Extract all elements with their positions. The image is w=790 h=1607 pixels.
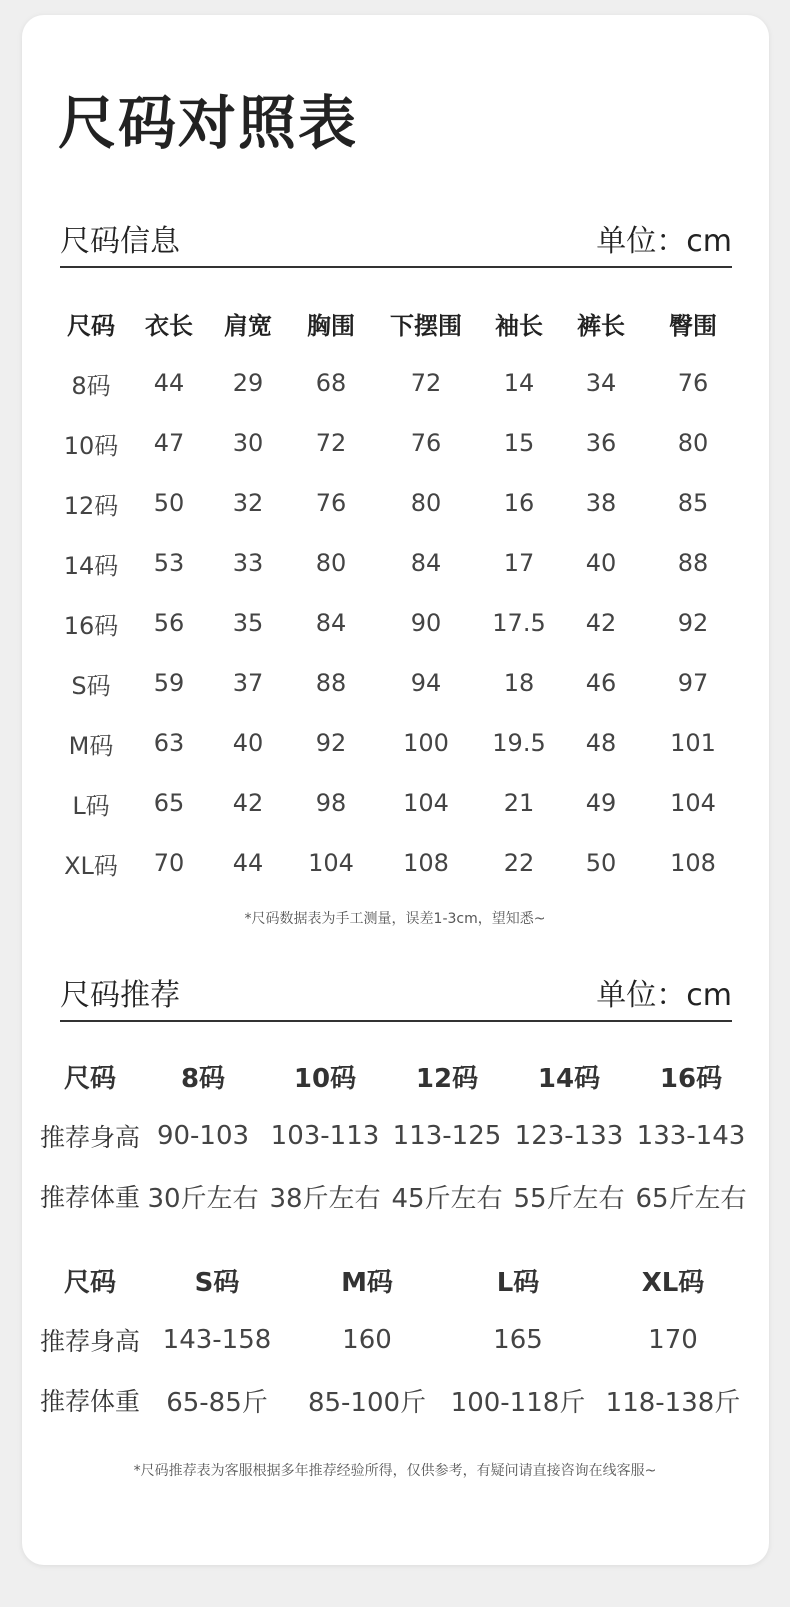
- column-header: 尺码: [63, 1267, 116, 1298]
- measurement-cell: 50: [585, 849, 617, 877]
- size-label-cell: 14码: [63, 551, 119, 580]
- measurement-cell: 53: [153, 549, 185, 577]
- recommend-note: *尺码推荐表为客服根据多年推荐经验所得，仅供参考，有疑问请直接咨询在线客服~: [133, 1463, 657, 1479]
- recommend-unit: 单位：cm: [596, 978, 732, 1013]
- value-cell: 118-138斤: [605, 1387, 741, 1418]
- value-cell: 55斤左右: [513, 1183, 625, 1214]
- value-cell: 170: [648, 1325, 698, 1355]
- column-header: 胸围: [307, 311, 355, 340]
- size-info-note: *尺码数据表为手工测量，误差1-3cm，望知悉~: [244, 911, 546, 927]
- measurement-cell: 42: [585, 609, 617, 637]
- row-label: 推荐身高: [39, 1327, 140, 1356]
- measurement-cell: 80: [677, 429, 709, 457]
- size-label-cell: L码: [72, 791, 110, 820]
- column-header: XL码: [641, 1267, 705, 1298]
- measurement-cell: 92: [677, 609, 709, 637]
- measurement-cell: 108: [403, 849, 449, 877]
- column-header: 10码: [293, 1063, 357, 1094]
- measurement-cell: 17.5: [492, 609, 546, 637]
- size-label-cell: 10码: [63, 431, 119, 460]
- measurement-cell: 63: [153, 729, 185, 757]
- measurement-cell: 46: [585, 669, 617, 697]
- column-header: 臀围: [669, 311, 717, 340]
- measurement-cell: 21: [503, 789, 535, 817]
- measurement-cell: 44: [153, 369, 185, 397]
- measurement-cell: 22: [503, 849, 535, 877]
- measurement-cell: 19.5: [492, 729, 546, 757]
- measurement-cell: 98: [315, 789, 347, 817]
- table-header-row: [38, 1046, 752, 1106]
- measurement-cell: 42: [232, 789, 264, 817]
- measurement-cell: 33: [232, 549, 264, 577]
- size-label-cell: M码: [68, 731, 114, 760]
- measurement-cell: 32: [232, 489, 264, 517]
- measurement-cell: 108: [670, 849, 716, 877]
- measurement-cell: 30: [232, 429, 264, 457]
- column-header: 12码: [415, 1063, 479, 1094]
- column-header: 肩宽: [224, 311, 272, 340]
- measurement-cell: 80: [410, 489, 442, 517]
- value-cell: 90-103: [156, 1121, 250, 1151]
- measurement-cell: 76: [410, 429, 442, 457]
- row-label: 推荐体重: [39, 1183, 140, 1212]
- size-info-table: [52, 293, 744, 893]
- measurement-cell: 92: [315, 729, 347, 757]
- measurement-cell: 80: [315, 549, 347, 577]
- column-header: 下摆围: [390, 311, 462, 340]
- value-cell: 143-158: [162, 1325, 272, 1355]
- measurement-cell: 104: [403, 789, 449, 817]
- measurement-cell: 88: [677, 549, 709, 577]
- table-row: [52, 773, 744, 833]
- table-row: [52, 713, 744, 773]
- weight-row: [38, 1370, 752, 1430]
- measurement-cell: 16: [503, 489, 535, 517]
- column-header: 尺码: [63, 1063, 116, 1094]
- measurement-cell: 85: [677, 489, 709, 517]
- table-row: [52, 833, 744, 893]
- table-row: [52, 533, 744, 593]
- recommend-header: [60, 976, 732, 1022]
- measurement-cell: 100: [403, 729, 449, 757]
- value-cell: 100-118斤: [450, 1387, 586, 1418]
- measurement-cell: 72: [315, 429, 347, 457]
- measurement-cell: 36: [585, 429, 617, 457]
- measurement-cell: 104: [308, 849, 354, 877]
- column-header: L码: [496, 1267, 540, 1298]
- size-info-unit: 单位：cm: [596, 224, 732, 259]
- measurement-cell: 44: [232, 849, 264, 877]
- measurement-cell: 84: [410, 549, 442, 577]
- value-cell: 38斤左右: [269, 1183, 381, 1214]
- height-row: [38, 1310, 752, 1370]
- size-info-header: [60, 222, 732, 268]
- measurement-cell: 29: [232, 369, 264, 397]
- measurement-cell: 18: [503, 669, 535, 697]
- table-row: [52, 653, 744, 713]
- measurement-cell: 65: [153, 789, 185, 817]
- measurement-cell: 34: [585, 369, 617, 397]
- row-label: 推荐体重: [39, 1387, 140, 1416]
- measurement-cell: 68: [315, 369, 347, 397]
- column-header: 8码: [180, 1063, 226, 1094]
- measurement-cell: 70: [153, 849, 185, 877]
- table-header-row: [52, 293, 744, 353]
- size-label-cell: S码: [71, 671, 111, 700]
- column-header: 裤长: [577, 311, 625, 340]
- measurement-cell: 15: [503, 429, 535, 457]
- measurement-cell: 101: [670, 729, 716, 757]
- measurement-cell: 94: [410, 669, 442, 697]
- value-cell: 123-133: [514, 1121, 624, 1151]
- measurement-cell: 88: [315, 669, 347, 697]
- measurement-cell: 40: [232, 729, 264, 757]
- column-header: S码: [194, 1267, 240, 1298]
- size-label-cell: 16码: [63, 611, 119, 640]
- recommend-table-adult: [38, 1250, 752, 1430]
- value-cell: 103-113: [270, 1121, 380, 1151]
- value-cell: 160: [342, 1325, 392, 1355]
- column-header: 袖长: [495, 311, 543, 340]
- size-label-cell: XL码: [64, 851, 118, 880]
- table-row: [52, 413, 744, 473]
- value-cell: 30斤左右: [147, 1183, 259, 1214]
- measurement-cell: 49: [585, 789, 617, 817]
- page-title: 尺码对照表: [58, 89, 359, 157]
- measurement-cell: 17: [503, 549, 535, 577]
- measurement-cell: 48: [585, 729, 617, 757]
- size-label-cell: 8码: [71, 371, 111, 400]
- value-cell: 133-143: [636, 1121, 746, 1151]
- value-cell: 65斤左右: [635, 1183, 747, 1214]
- measurement-cell: 90: [410, 609, 442, 637]
- measurement-cell: 104: [670, 789, 716, 817]
- value-cell: 45斤左右: [391, 1183, 503, 1214]
- table-header-row: [38, 1250, 752, 1310]
- column-header: M码: [341, 1267, 393, 1298]
- measurement-cell: 56: [153, 609, 185, 637]
- height-row: [38, 1106, 752, 1166]
- measurement-cell: 76: [315, 489, 347, 517]
- measurement-cell: 84: [315, 609, 347, 637]
- value-cell: 113-125: [392, 1121, 502, 1151]
- measurement-cell: 37: [232, 669, 264, 697]
- size-label-cell: 12码: [63, 491, 119, 520]
- column-header: 14码: [537, 1063, 601, 1094]
- measurement-cell: 76: [677, 369, 709, 397]
- measurement-cell: 47: [153, 429, 185, 457]
- measurement-cell: 14: [503, 369, 535, 397]
- measurement-cell: 72: [410, 369, 442, 397]
- row-label: 推荐身高: [39, 1123, 140, 1152]
- column-header: 尺码: [67, 311, 115, 340]
- value-cell: 65-85斤: [166, 1387, 268, 1418]
- table-row: [52, 593, 744, 653]
- table-row: [52, 353, 744, 413]
- table-row: [52, 473, 744, 533]
- column-header: 16码: [659, 1063, 723, 1094]
- recommend-table-kids: [38, 1046, 752, 1226]
- column-header: 衣长: [145, 311, 193, 340]
- value-cell: 165: [493, 1325, 543, 1355]
- measurement-cell: 35: [232, 609, 264, 637]
- recommend-label: 尺码推荐: [60, 978, 180, 1013]
- measurement-cell: 40: [585, 549, 617, 577]
- measurement-cell: 50: [153, 489, 185, 517]
- value-cell: 85-100斤: [307, 1387, 427, 1418]
- measurement-cell: 38: [585, 489, 617, 517]
- size-info-label: 尺码信息: [60, 224, 180, 259]
- measurement-cell: 97: [677, 669, 709, 697]
- measurement-cell: 59: [153, 669, 185, 697]
- weight-row: [38, 1166, 752, 1226]
